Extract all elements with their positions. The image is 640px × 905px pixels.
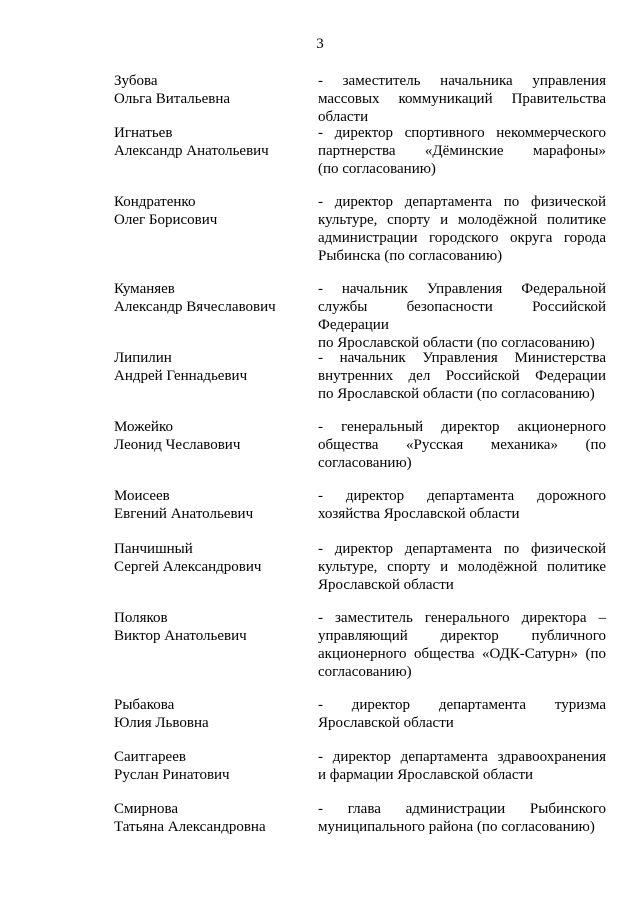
member-given-names: Сергей Александрович [114,559,262,575]
member-name [114,124,304,160]
member-role [318,72,606,126]
member-surname: Моисеев [114,488,170,504]
member-role-line: внутренних дел Российской Федерации [318,368,606,384]
member-surname: Рыбакова [114,697,175,713]
member-role-line: согласованию) [318,664,412,680]
member-role-line: - начальник Управления Федеральной [318,281,606,297]
member-role [318,418,606,472]
member-role-line: акционерного общества «ОДК-Сатурн» (по [318,646,606,662]
member-role-line: Рыбинска (по согласованию) [318,248,503,264]
member-name [114,540,304,576]
member-role [318,280,606,352]
member-given-names: Татьяна Александровна [114,819,266,835]
page-number: 3 [316,36,324,52]
member-surname: Можейко [114,419,173,435]
member-role [318,487,606,523]
member-role-line: области [318,109,369,125]
member-name [114,800,304,836]
member-given-names: Александр Анатольевич [114,143,269,159]
member-name [114,193,304,229]
member-role-line: и фармации Ярославской области [318,767,534,783]
member-given-names: Евгений Анатольевич [114,506,254,522]
member-name [114,609,304,645]
member-role-line: культуре, спорту и молодёжной политике [318,559,606,575]
member-role-line: - директор департамента по физической [318,541,606,557]
member-surname: Поляков [114,610,168,626]
member-role-line: согласованию) [318,455,412,471]
member-role-line: - директор департамента туризма [318,697,606,713]
member-name [114,72,304,108]
member-surname: Саитгареев [114,749,186,765]
member-surname: Смирнова [114,801,179,817]
member-role-line: общества «Русская механика» (по [318,437,606,453]
member-role [318,540,606,594]
member-role-line: (по согласованию) [318,161,436,177]
member-name [114,349,304,385]
member-role-line: Ярославской области [318,715,454,731]
member-role-line: - генеральный директор акционерного [318,419,606,435]
member-role [318,124,606,178]
member-name [114,696,304,732]
member-role-line: массовых коммуникаций Правительства [318,91,606,107]
member-surname: Панчишный [114,541,193,557]
member-surname: Зубова [114,73,158,89]
member-given-names: Леонид Чеславович [114,437,241,453]
member-role-line: администрации городского округа города [318,230,606,246]
member-role-line: по Ярославской области (по согласованию) [318,386,595,402]
member-given-names: Виктор Анатольевич [114,628,247,644]
member-role-line: - заместитель генерального директора – [318,610,606,626]
member-role-line: партнерства «Дёминские марафоны» [318,143,606,159]
member-role-line: культуре, спорту и молодёжной политике [318,212,606,228]
member-role [318,696,606,732]
member-role-line: Ярославской области [318,577,454,593]
member-role [318,609,606,681]
member-name [114,418,304,454]
member-role-line: - директор департамента здравоохранения [318,749,606,765]
member-role [318,748,606,784]
member-role [318,193,606,265]
member-role-line: службы безопасности Российской Федерации [318,299,606,333]
member-name [114,280,304,316]
member-name [114,748,304,784]
member-role-line: - директор департамента по физической [318,194,606,210]
member-role-line: - глава администрации Рыбинского [318,801,606,817]
member-role [318,800,606,836]
member-surname: Кондратенко [114,194,196,210]
member-surname: Липилин [114,350,172,366]
member-surname: Куманяев [114,281,175,297]
member-given-names: Олег Борисович [114,212,218,228]
member-role-line: хозяйства Ярославской области [318,506,520,522]
member-role-line: - директор департамента дорожного [318,488,606,504]
member-given-names: Андрей Геннадьевич [114,368,248,384]
member-given-names: Юлия Львовна [114,715,209,731]
member-role-line: муниципального района (по согласованию) [318,819,595,835]
member-given-names: Александр Вячеславович [114,299,276,315]
member-role-line: управляющий директор публичного [318,628,606,644]
member-role-line: по Ярославской области (по согласованию) [318,335,595,351]
member-given-names: Руслан Ринатович [114,767,230,783]
member-role [318,349,606,403]
member-given-names: Ольга Витальевна [114,91,231,107]
member-role-line: - начальник Управления Министерства [318,350,606,366]
member-role-line: - заместитель начальника управления [318,73,606,89]
member-surname: Игнатьев [114,125,173,141]
member-name [114,487,304,523]
member-role-line: - директор спортивного некоммерческого [318,125,606,141]
